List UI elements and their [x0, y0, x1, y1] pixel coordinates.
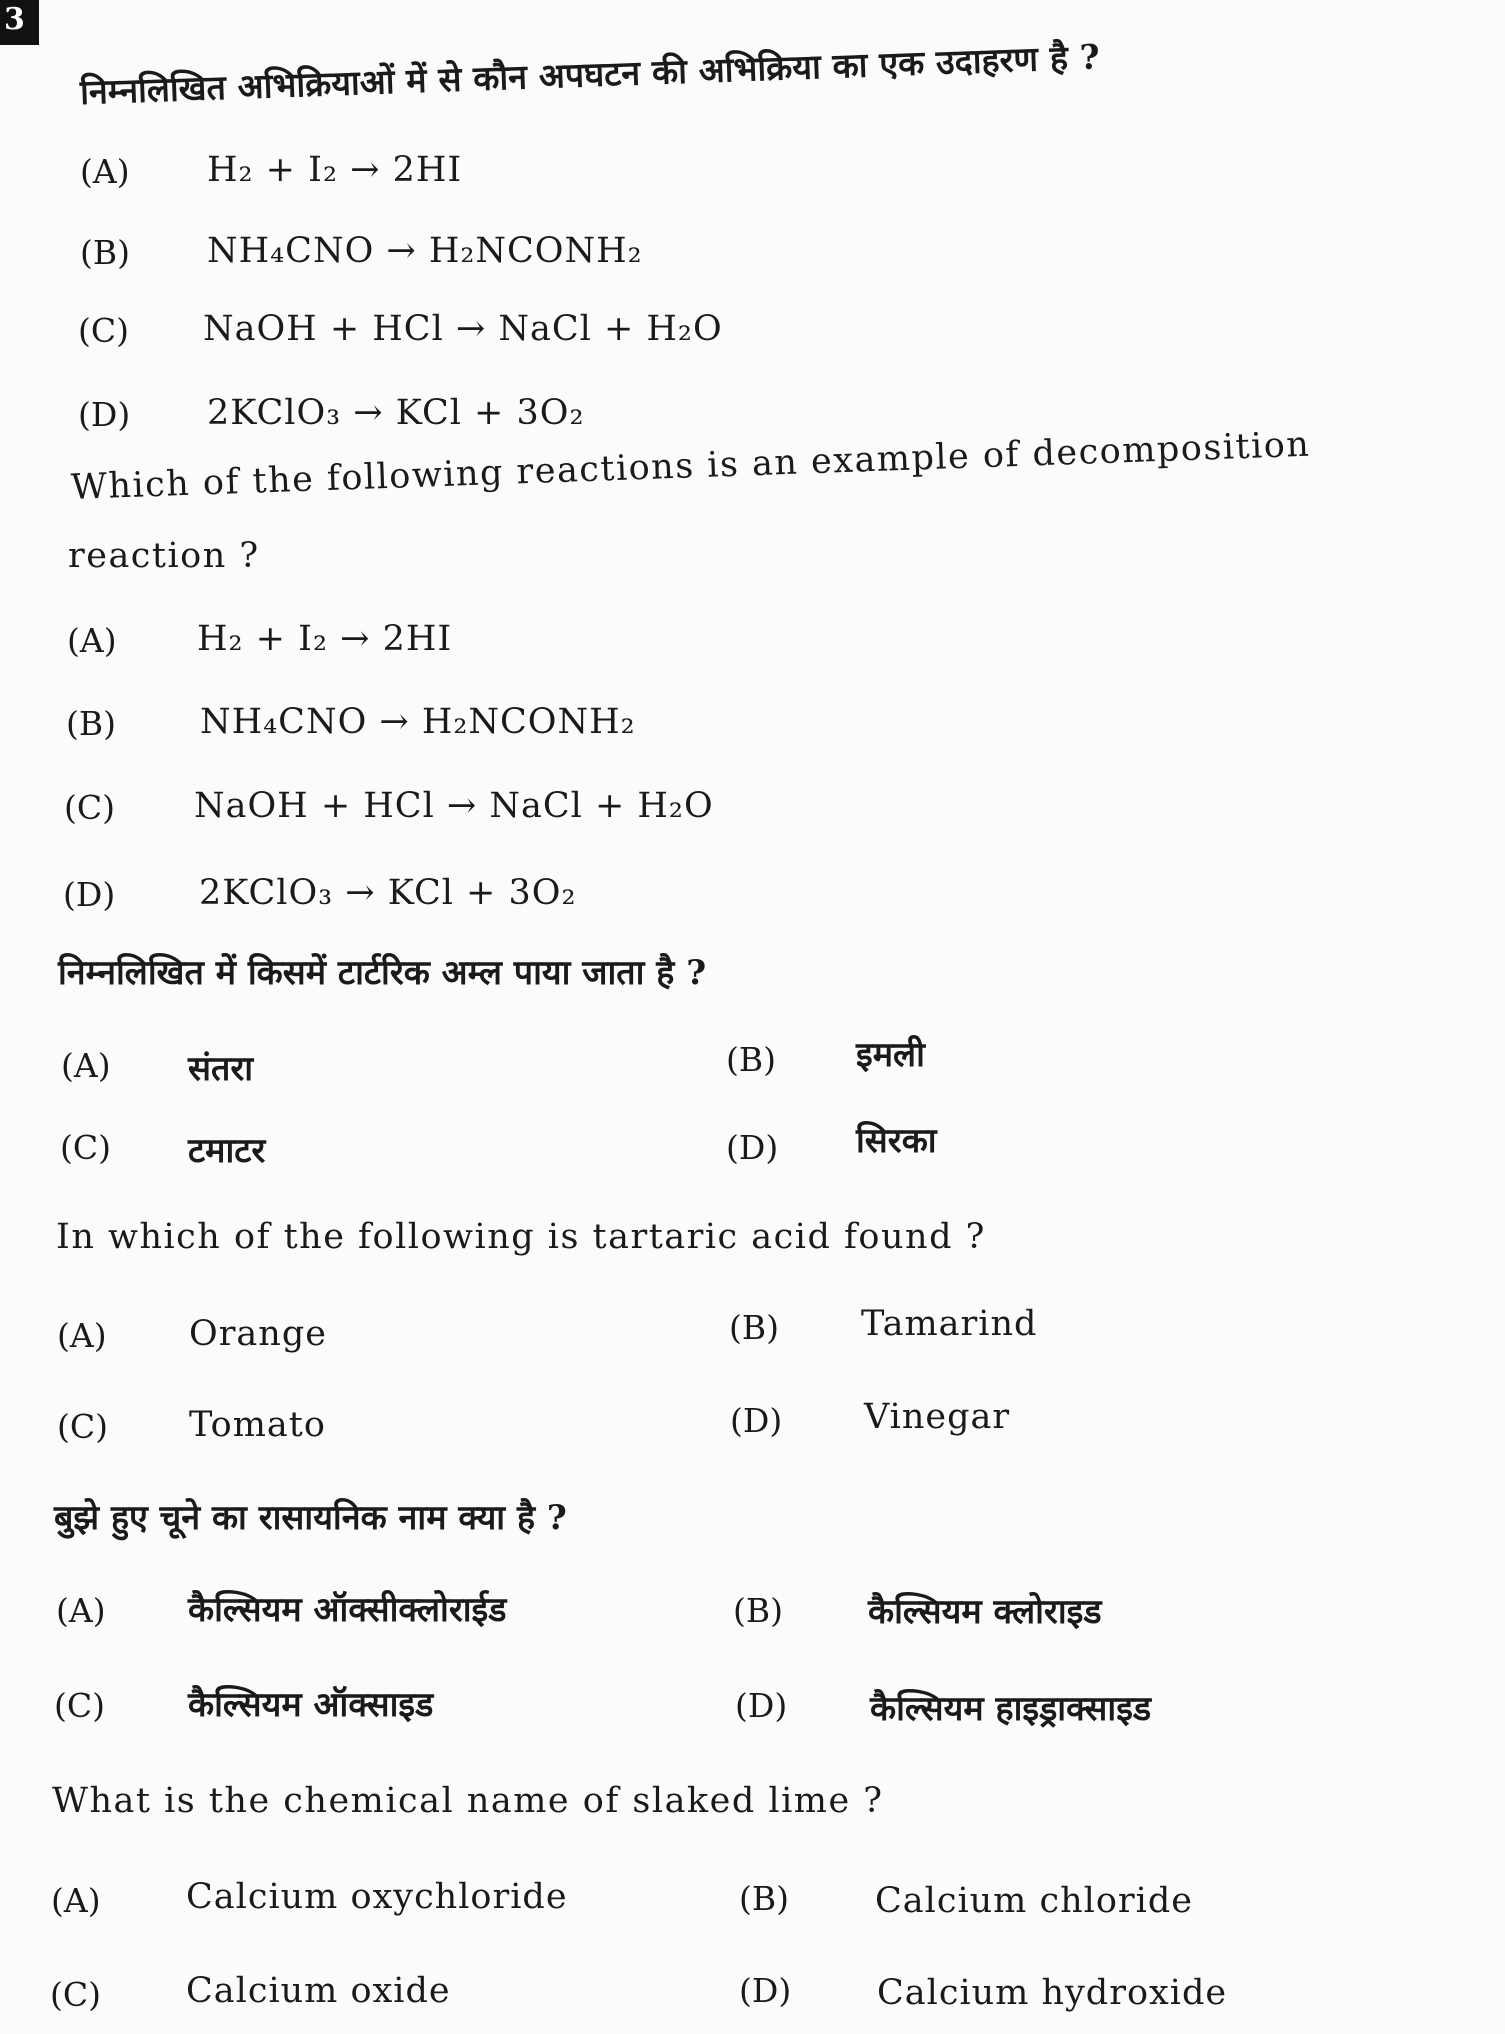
q2-english-option-text: Tomato	[189, 1405, 326, 1445]
q1-hindi-option-label: (C)	[78, 311, 129, 350]
q2-hindi-option-label: (D)	[726, 1128, 779, 1167]
q2-hindi-option-text: इमली	[856, 1035, 925, 1075]
q2-english-option-label: (D)	[730, 1401, 783, 1440]
q3-english-option-text: Calcium oxychloride	[186, 1877, 568, 1917]
q2-english-option-label: (B)	[729, 1308, 779, 1347]
q1-english-option-label: (C)	[64, 788, 115, 827]
q3-english-option-text: Calcium chloride	[875, 1881, 1193, 1921]
question-number: 3	[4, 2, 25, 37]
q2-english-option-text: Orange	[189, 1314, 327, 1354]
q1-english-option-text: H₂ + I₂ → 2HI	[197, 619, 453, 659]
q2-english-option-label: (A)	[57, 1316, 107, 1355]
q1-english-option-label: (A)	[67, 621, 117, 660]
q2-hindi-option-text: टमाटर	[188, 1131, 266, 1171]
q2-english-option-text: Tamarind	[861, 1304, 1038, 1344]
q1-hindi-option-text: NH₄CNO → H₂NCONH₂	[207, 231, 643, 271]
q3-hindi-option-label: (B)	[733, 1591, 783, 1630]
q1-english-question: Which of the following reactions is an example of decomposition	[70, 424, 1312, 508]
q2-hindi-option-label: (B)	[726, 1040, 776, 1079]
q1-english-option-label: (D)	[63, 875, 116, 914]
q3-hindi-option-label: (C)	[54, 1686, 105, 1725]
q1-hindi-option-label: (B)	[80, 233, 130, 272]
q2-english-option-text: Vinegar	[864, 1397, 1011, 1437]
q2-english-option-label: (C)	[57, 1407, 108, 1446]
q3-english-option-label: (B)	[739, 1879, 789, 1918]
q2-hindi-option-label: (C)	[60, 1128, 111, 1167]
q2-hindi-option-label: (A)	[61, 1046, 111, 1085]
q2-english-question: In which of the following is tartaric acid found ?	[56, 1217, 986, 1257]
q3-english-question: What is the chemical name of slaked lime ?	[52, 1781, 884, 1821]
q1-hindi-option-text: NaOH + HCl → NaCl + H₂O	[203, 309, 723, 349]
q1-hindi-option-label: (A)	[80, 152, 130, 191]
q1-english-option-text: 2KClO₃ → KCl + 3O₂	[199, 873, 577, 913]
q1-english-option-text: NaOH + HCl → NaCl + H₂O	[194, 786, 714, 826]
q2-hindi-question: निम्नलिखित में किसमें टार्टरिक अम्ल पाया जाता है ?	[58, 953, 707, 993]
q3-english-option-label: (A)	[51, 1881, 101, 1920]
q1-english-option-label: (B)	[66, 704, 116, 743]
q3-hindi-option-text: कैल्सियम ऑक्सीक्लोराईड	[188, 1590, 507, 1630]
q2-hindi-option-text: सिरका	[856, 1121, 937, 1161]
q3-english-option-label: (C)	[50, 1975, 101, 2014]
q1-english-option-text: NH₄CNO → H₂NCONH₂	[200, 702, 636, 742]
q3-english-option-text: Calcium oxide	[186, 1971, 451, 2011]
q3-hindi-question: बुझे हुए चूने का रासायनिक नाम क्या है ?	[54, 1498, 567, 1538]
q3-english-option-text: Calcium hydroxide	[877, 1973, 1228, 2013]
q3-hindi-option-label: (D)	[735, 1686, 788, 1725]
q1-hindi-option-label: (D)	[78, 395, 131, 434]
q3-hindi-option-text: कैल्सियम ऑक्साइड	[188, 1685, 434, 1725]
q3-english-option-label: (D)	[739, 1971, 792, 2010]
q1-hindi-question: निम्नलिखित अभिक्रियाओं में से कौन अपघटन की अभिक्रिया का एक उदाहरण है ?	[79, 37, 1101, 113]
q1-hindi-option-text: 2KClO₃ → KCl + 3O₂	[207, 393, 585, 433]
q1-english-question-cont: reaction ?	[68, 536, 260, 576]
question-number-box	[0, 0, 39, 45]
q1-hindi-option-text: H₂ + I₂ → 2HI	[207, 150, 463, 190]
q3-hindi-option-text: कैल्सियम हाइड्राक्साइड	[870, 1689, 1152, 1729]
q3-hindi-option-text: कैल्सियम क्लोराइड	[868, 1592, 1102, 1632]
q3-hindi-option-label: (A)	[56, 1591, 106, 1630]
q2-hindi-option-text: संतरा	[188, 1049, 254, 1089]
